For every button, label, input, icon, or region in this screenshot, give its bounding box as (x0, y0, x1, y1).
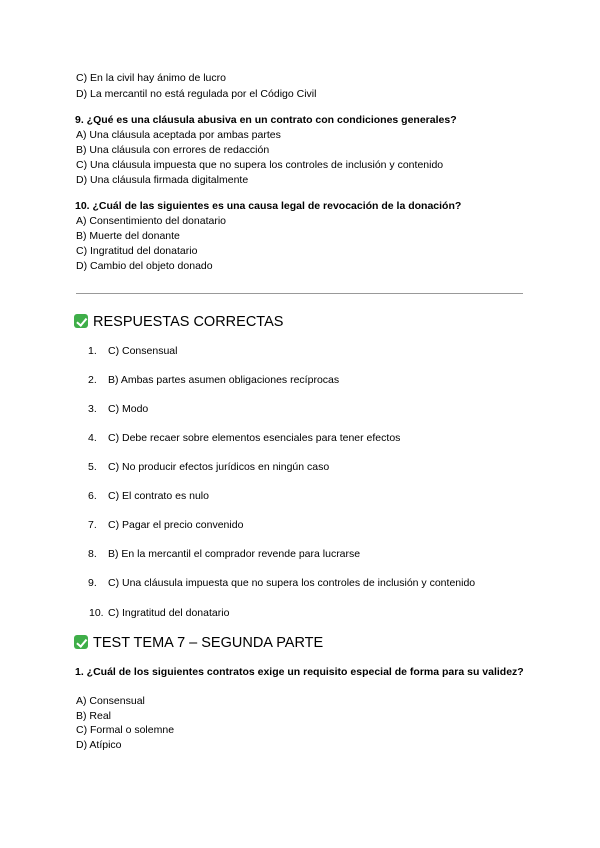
prev-option-d: D) La mercantil no está regulada por el Código Civil (76, 88, 317, 100)
answer-text: C) El contrato es nulo (108, 490, 209, 502)
q9-option-c: C) Una cláusula impuesta que no supera los controles de inclusión y contenido (76, 159, 444, 171)
test7-question-1: 1. ¿Cuál de los siguientes contratos exige un requisito especial de forma para su validez? (75, 666, 524, 678)
answer-text: B) Ambas partes asumen obligaciones recíprocas (108, 374, 340, 386)
horizontal-divider (76, 293, 523, 294)
answer-text: C) Debe recaer sobre elementos esenciales para tener efectos (108, 432, 401, 444)
answer-number: 8. (88, 548, 97, 560)
answer-number: 7. (88, 519, 97, 531)
check-mark-icon (74, 314, 88, 328)
answer-text: C) Pagar el precio convenido (108, 519, 244, 531)
answer-number: 2. (88, 374, 97, 386)
answer-item (89, 606, 229, 620)
test7-q1-option-b: B) Real (76, 710, 112, 722)
answer-number: 5. (88, 461, 97, 473)
answer-text: C) Modo (108, 403, 149, 415)
answer-item (88, 402, 148, 416)
question-10: 10. ¿Cuál de las siguientes es una causa legal de revocación de la donación? (75, 200, 462, 212)
answer-text: C) Consensual (108, 345, 178, 357)
answer-number: 4. (88, 432, 97, 444)
answer-item (88, 489, 209, 503)
check-mark-icon (74, 635, 88, 649)
answers-heading-text: RESPUESTAS CORRECTAS (93, 314, 284, 330)
answer-number: 6. (88, 490, 97, 502)
test7-q1-option-c: C) Formal o solemne (76, 724, 175, 736)
q10-option-a: A) Consentimiento del donatario (76, 215, 227, 227)
test7-q1-option-d: D) Atípico (76, 739, 122, 751)
q9-option-b: B) Una cláusula con errores de redacción (76, 144, 270, 156)
answer-text: C) No producir efectos jurídicos en ningún caso (108, 461, 330, 473)
test7-heading-text: TEST TEMA 7 – SEGUNDA PARTE (93, 635, 324, 651)
test7-heading (74, 634, 323, 652)
answer-item (88, 344, 177, 358)
answer-item (88, 518, 243, 532)
q10-option-d: D) Cambio del objeto donado (76, 260, 213, 272)
q10-option-c: C) Ingratitud del donatario (76, 245, 198, 257)
answer-item (88, 373, 339, 387)
test7-q1-option-a: A) Consensual (76, 695, 145, 707)
answer-text: C) Ingratitud del donatario (108, 607, 230, 619)
answer-number: 1. (88, 345, 97, 357)
question-9: 9. ¿Qué es una cláusula abusiva en un contrato con condiciones generales? (75, 114, 457, 126)
answer-item (88, 431, 400, 445)
answer-item (88, 576, 475, 590)
answer-item (88, 460, 329, 474)
answer-text: B) En la mercantil el comprador revende para lucrarse (108, 548, 361, 560)
prev-option-c: C) En la civil hay ánimo de lucro (76, 72, 226, 84)
q9-option-a: A) Una cláusula aceptada por ambas partes (76, 129, 281, 141)
answer-number: 3. (88, 403, 97, 415)
answer-number: 9. (88, 577, 97, 589)
q9-option-d: D) Una cláusula firmada digitalmente (76, 174, 249, 186)
answer-item (88, 547, 360, 561)
answer-text: C) Una cláusula impuesta que no supera los controles de inclusión y contenido (108, 577, 476, 589)
q10-option-b: B) Muerte del donante (76, 230, 180, 242)
answers-heading (74, 313, 283, 331)
answer-number: 10. (89, 607, 104, 619)
